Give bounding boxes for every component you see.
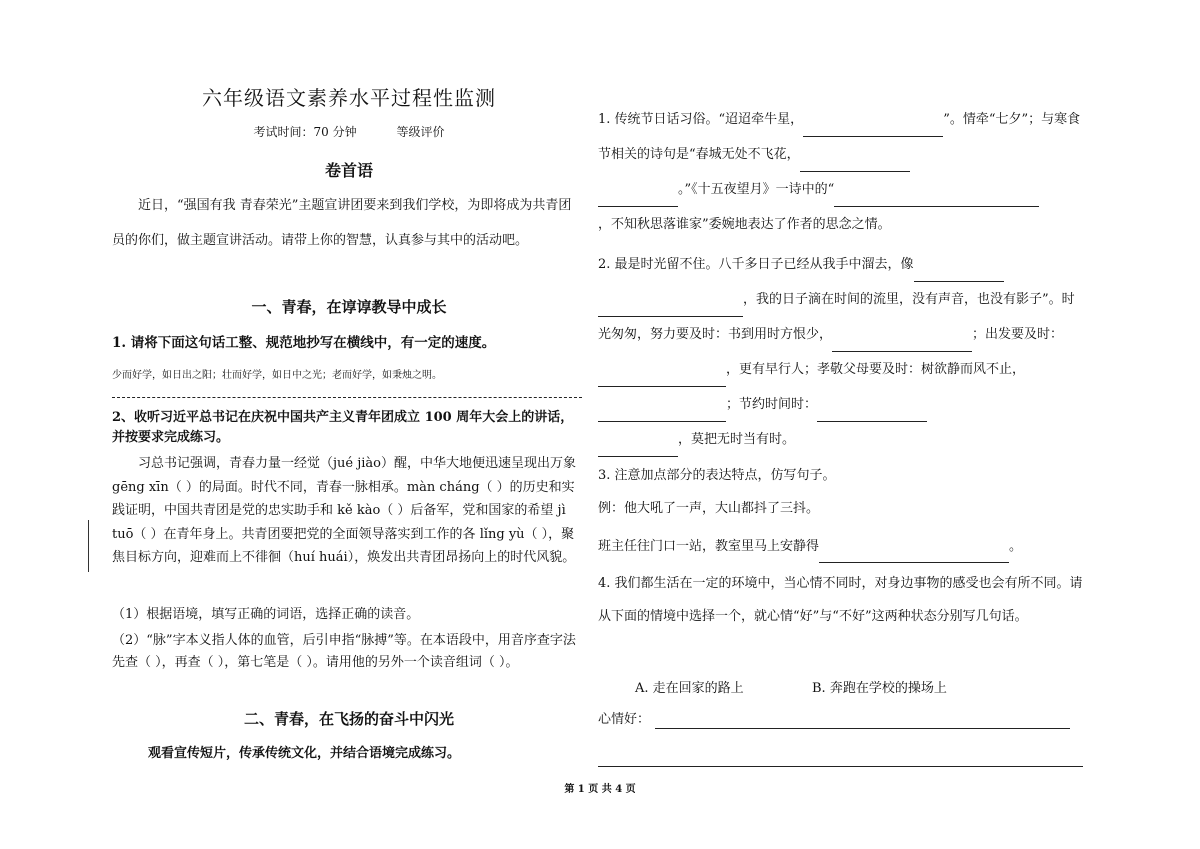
- r2-blank-2[interactable]: [598, 300, 743, 317]
- r1-d: ，不知秋思落谁家”委婉地表达了作者的思念之情。: [598, 217, 891, 232]
- grade-eval: 等级评价: [396, 125, 445, 139]
- r2-d: ，更有早行人；孝敬父母要及时：树欲静而风不止，: [726, 362, 1026, 377]
- preface-text: 近日，“强国有我 青春荣光”主题宣讲团要来到我们学校，为即将成为共青团员的你们，做主题宣讲活动。请带上你的智慧，认真参与其中的活动吧。: [112, 198, 572, 248]
- r1-a: 1. 传统节日话习俗。“迢迢牵牛星，: [598, 112, 804, 127]
- r2-blank-5[interactable]: [598, 405, 726, 422]
- r1-blank-2[interactable]: [800, 155, 910, 172]
- r3-blank[interactable]: [819, 546, 1009, 563]
- r1-blank-4[interactable]: [834, 190, 1039, 207]
- section2-intro: 观看宣传短片，传承传统文化，并结合语境完成练习。: [148, 746, 461, 761]
- right-q3-prompt: 3. 注意加点部分的表达特点，仿写句子。: [598, 468, 836, 483]
- r2-f: ，莫把无时当有时。: [678, 432, 796, 447]
- q1-prompt: 1. 请将下面这句话工整、规范地抄写在横线中，有一定的速度。: [112, 335, 496, 351]
- r3-end: 。: [1009, 539, 1023, 554]
- page-footer: 第 1 页 共 4 页: [564, 784, 636, 795]
- r4-mood-line-1[interactable]: [655, 728, 1070, 729]
- section2-title: 二、青春，在飞扬的奋斗中闪光: [243, 710, 454, 728]
- r2-a: 2. 最是时光留不住。八千多日子已经从我手中溜去，像: [598, 257, 914, 272]
- q2-body: 习总书记强调，青春力量一经觉（jué jiào）醒，中华大地便迅速呈现出万象 gēng xīn（ ）的局面。时代不同，青春一脉相承。màn cháng（ ）的历史和实践证明，中国共青团是党的忠实助手和 kě kào（ ）后备军，党和国家的希望 jì tuō（ ）在青年身上。共青团要把党的全面领导落实到工作的各 lǐng yù（ ），聚焦目标方向，迎难而上不徘徊（huí huái），焕发出共青团昂扬向上的时代风貌。: [112, 456, 576, 565]
- q2-sub1: （1）根据语境，填写正确的词语，选择正确的读音。: [112, 607, 420, 622]
- right-q4-prompt: 4. 我们都生活在一定的环境中，当心情不同时，对身边事物的感受也会有所不同。请从下面的情境中选择一个，就心情“好”与“不好”这两种状态分别写几句话。: [598, 576, 1083, 624]
- r2-blank-3[interactable]: [832, 335, 972, 352]
- q2-prompt: 2、收听习近平总书记在庆祝中国共产主义青年团成立 100 周年大会上的讲话，并按要求完成练习。: [112, 410, 574, 445]
- page-title: 六年级语文素养水平过程性监测: [202, 86, 496, 110]
- r2-e: ；节约时间时：: [726, 397, 818, 412]
- r3-example-suffix: 了三抖。: [767, 501, 820, 516]
- r4-option-a[interactable]: A. 走在回家的路上: [635, 681, 744, 696]
- r2-blank-4[interactable]: [598, 370, 726, 387]
- r1-blank-3[interactable]: [598, 190, 678, 207]
- r2-c: ；出发要及时：: [972, 327, 1064, 342]
- r2-b: ，我的日子滴在时间的流里，没有声音，也没有影子”。时光匆匆，努力要及时：书到用时方恨少，: [598, 292, 1075, 342]
- right-q2: [598, 247, 1083, 457]
- r2-blank-6[interactable]: [817, 405, 927, 422]
- r3-task-text: 班主任往门口一站，教室里马上安静得: [598, 539, 820, 554]
- section1-title: 一、青春，在谆谆教导中成长: [251, 298, 447, 316]
- r3-example-dots: 大山都抖: [715, 501, 768, 516]
- r4-option-b[interactable]: B. 奔跑在学校的操场上: [812, 681, 947, 696]
- preface-title: 卷首语: [324, 161, 373, 180]
- r4-mood-line-2[interactable]: [598, 766, 1083, 767]
- r2-blank-7[interactable]: [598, 440, 678, 457]
- margin-mark: [88, 520, 89, 572]
- right-q1: [598, 102, 1083, 242]
- r4-mood-label: 心情好：: [598, 712, 651, 727]
- q1-writing-line[interactable]: [112, 397, 582, 398]
- right-q3-task: [598, 531, 1083, 563]
- r3-example-prefix: 例：他大吼了一声，: [598, 501, 716, 516]
- exam-info: [110, 123, 588, 140]
- q2-sub2: （2）“脉”字本义指人体的血管，后引申指“脉搏”等。在本语段中，用音序查字法先查（ ），再查（ ），第七笔是（ ）。请用他的另外一个读音组词（ ）。: [112, 633, 576, 670]
- r1-blank-1[interactable]: [803, 120, 943, 137]
- right-q3-example: [598, 493, 1083, 525]
- q1-text: 少而好学，如日出之阳；壮而好学，如日中之光；老而好学，如秉烛之明。: [112, 370, 442, 381]
- r2-blank-1[interactable]: [914, 265, 1004, 282]
- r1-c: 。”《十五夜望月》一诗中的“: [678, 182, 835, 197]
- r1-b: ”。情牵“七夕”；与寒食节相关的诗句是“春城无处不飞花，: [598, 112, 1081, 162]
- exam-time: 考试时间：70 分钟: [253, 125, 357, 139]
